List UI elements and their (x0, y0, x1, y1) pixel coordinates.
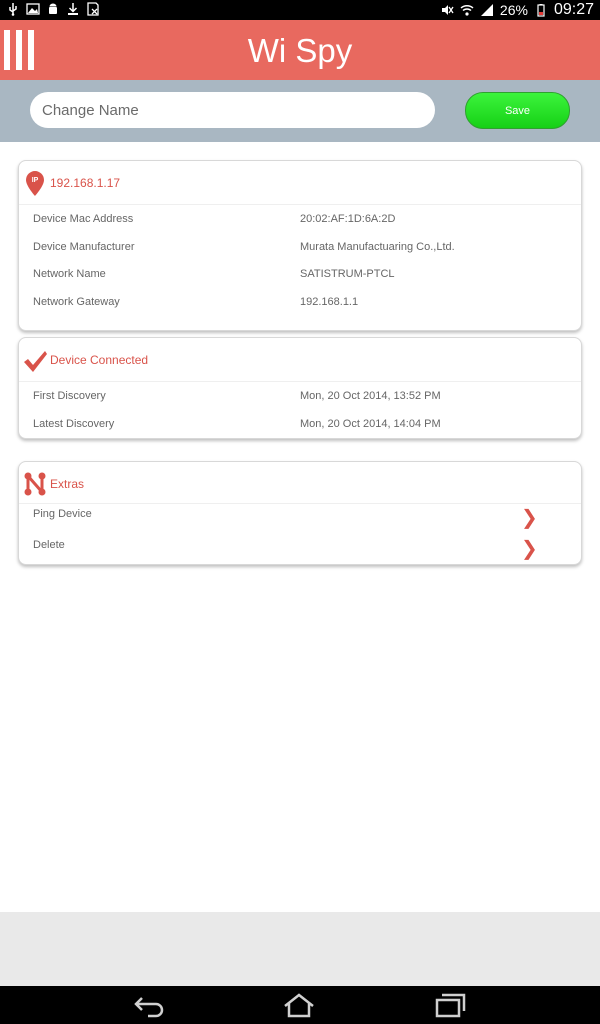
android-debug-icon (46, 2, 60, 16)
check-icon (23, 346, 47, 374)
ip-card-header (19, 161, 581, 205)
row-label: Network Gateway (33, 295, 120, 308)
ip-address: 192.168.1.17 (50, 176, 121, 190)
network-nodes-icon (23, 470, 47, 498)
notification-icons (6, 2, 100, 16)
row-value: SATISTRUM-PTCL (300, 268, 395, 280)
home-icon[interactable] (282, 992, 316, 1018)
row-value: Mon, 20 Oct 2014, 14:04 PM (300, 417, 441, 430)
ip-card (18, 160, 582, 331)
mute-icon (440, 3, 454, 17)
ip-pin-label: IP (31, 177, 39, 184)
change-name-input[interactable] (30, 92, 435, 128)
ip-pin-icon (23, 169, 47, 197)
row-label: First Discovery (33, 390, 106, 402)
extras-card-header (19, 462, 581, 504)
row-label: Device Manufacturer (33, 240, 135, 253)
info-row (19, 288, 581, 330)
row-value: 192.168.1.1 (300, 295, 359, 308)
wifi-icon (460, 3, 474, 17)
chevron-right-icon[interactable]: ❯ (521, 505, 538, 529)
name-bar (0, 80, 600, 142)
delete-label: Delete (33, 539, 65, 551)
save-button[interactable]: Save (465, 92, 570, 129)
info-row (19, 260, 581, 288)
info-row (19, 205, 581, 233)
row-value: Mon, 20 Oct 2014, 13:52 PM (300, 390, 441, 402)
usb-icon (6, 2, 20, 16)
extras-title: Extras (50, 477, 85, 491)
connection-card-header (19, 338, 581, 382)
extras-card (18, 461, 582, 565)
ping-device-label: Ping Device (33, 508, 92, 520)
app-title: Wi Spy (247, 32, 353, 69)
chevron-right-icon[interactable]: ❯ (521, 536, 538, 560)
signal-icon (480, 3, 494, 17)
system-icons (440, 0, 594, 20)
connection-status: Device Connected (50, 353, 149, 367)
navigation-bar (0, 986, 600, 1024)
info-row (19, 382, 581, 410)
delete-row[interactable] (19, 535, 581, 564)
info-row (19, 233, 581, 261)
row-label: Network Name (33, 268, 106, 280)
clock: 09:27 (553, 1, 594, 18)
sd-card-icon (86, 2, 100, 16)
info-row (19, 410, 581, 438)
row-label: Latest Discovery (33, 417, 115, 430)
ping-device-row[interactable] (19, 504, 581, 535)
bottom-panel (0, 912, 600, 986)
status-bar (0, 0, 600, 20)
image-icon (26, 2, 40, 16)
battery-icon (534, 3, 548, 17)
recent-apps-icon[interactable] (433, 992, 467, 1018)
back-icon[interactable] (132, 992, 166, 1018)
battery-percent: 26% (499, 2, 528, 18)
row-value: 20:02:AF:1D:6A:2D (300, 213, 396, 225)
download-icon (66, 2, 80, 16)
connection-card (18, 337, 582, 439)
app-bar (0, 20, 600, 80)
row-value: Murata Manufactuaring Co.,Ltd. (300, 240, 455, 253)
row-label: Device Mac Address (33, 213, 134, 225)
